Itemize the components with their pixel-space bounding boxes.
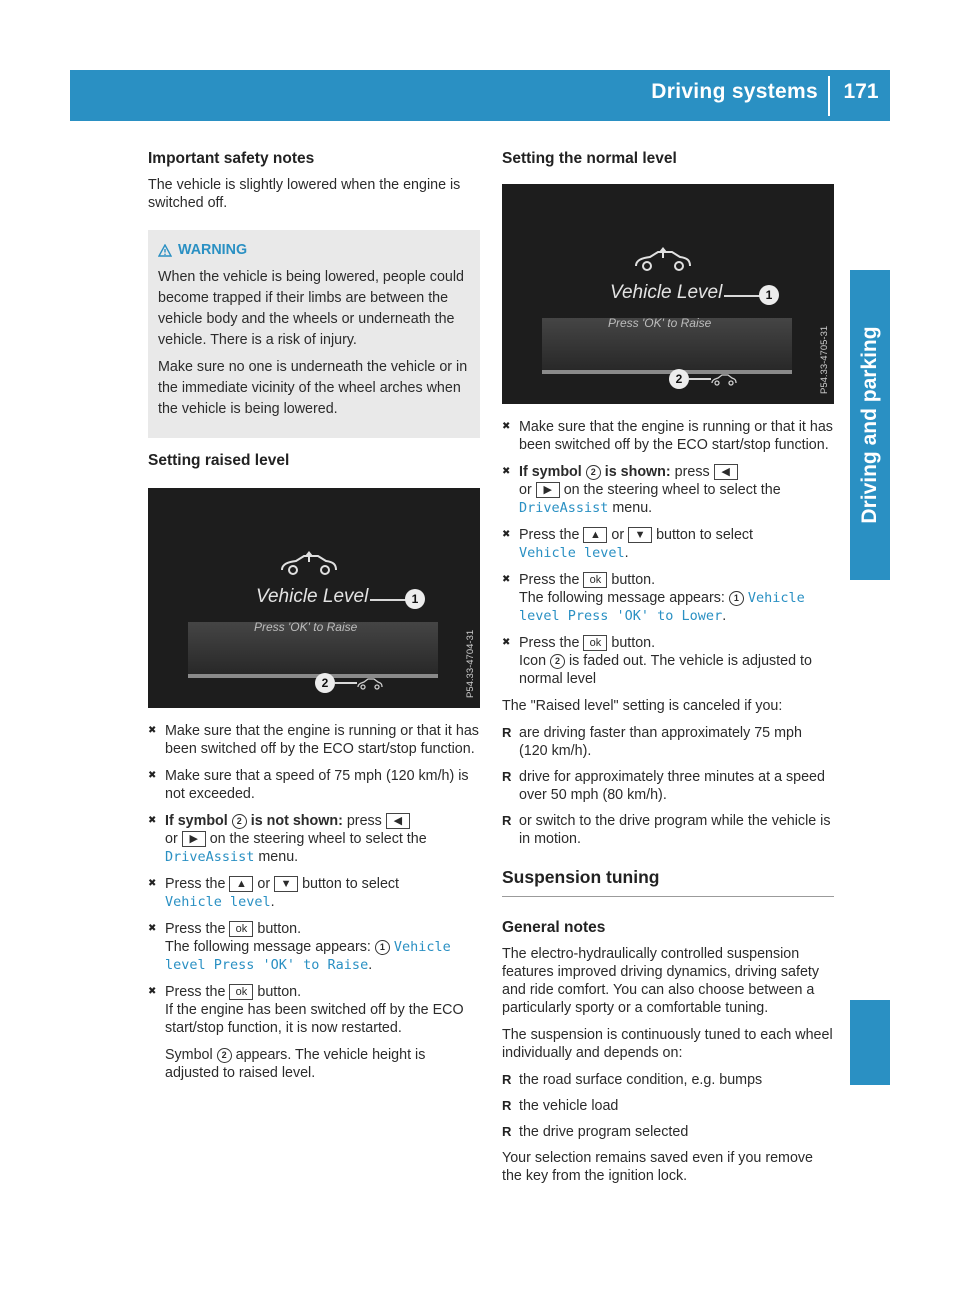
- step-item: ✖ Press the ▲ or ▼ button to select Vehicle level.: [148, 875, 480, 911]
- header-separator: [828, 76, 830, 116]
- list-item: R are driving faster than approximately 75 mph (120 km/h).: [502, 724, 834, 760]
- callout-line-2: [689, 378, 711, 380]
- ok-key-icon: ok: [583, 572, 607, 588]
- callout-1: 1: [759, 285, 779, 305]
- left-column: [148, 150, 480, 1091]
- suspension-tuning-heading: Suspension tuning: [502, 867, 660, 887]
- callout-1: 1: [405, 589, 425, 609]
- general-text-1: The electro-hydraulically controlled suspension features improved driving dynamics, driving safety and ride comfort. You can also choose between a particularly sporty or a comfortable tuning.: [502, 946, 820, 1016]
- vehicle-level-figure-raise: [148, 488, 480, 708]
- symbol-1-icon: 1: [375, 940, 390, 955]
- down-key-icon: ▼: [628, 527, 652, 543]
- important-safety-text: The vehicle is slightly lowered when the engine is switched off.: [148, 177, 461, 211]
- step-item: ✖ Make sure that a speed of 75 mph (120 km/h) is not exceeded.: [148, 767, 480, 803]
- warning-box: [148, 230, 480, 438]
- normal-level-heading: Setting the normal level: [502, 150, 677, 167]
- chapter-marker: [850, 1000, 890, 1085]
- canceled-text: The "Raised level" setting is canceled if you:: [502, 698, 783, 714]
- menu-item-name: Vehicle level: [519, 545, 625, 561]
- step-item: ✖ Make sure that the engine is running or that it has been switched off by the ECO start/stop function.: [502, 418, 834, 454]
- raised-level-heading: Setting raised level: [148, 452, 290, 469]
- display-glow-line: [542, 370, 792, 374]
- figure-code: P54.33-4704-31: [465, 629, 476, 698]
- right-arrow-key-icon: ▶: [182, 831, 206, 847]
- warning-triangle-icon: [158, 244, 172, 257]
- symbol-1-icon: 1: [729, 591, 744, 606]
- up-key-icon: ▲: [583, 527, 607, 543]
- vehicle-level-figure-normal: [502, 184, 834, 404]
- right-column: [502, 150, 834, 1194]
- warning-text-1: When the vehicle is being lowered, people could become trapped if their limbs are between the vehicle body and the wheels or underneath the vehicle. There is a risk of injury.: [158, 269, 464, 348]
- up-key-icon: ▲: [229, 876, 253, 892]
- down-key-icon: ▼: [274, 876, 298, 892]
- step-item: ✖ Press the ▲ or ▼ button to select Vehicle level.: [502, 526, 834, 562]
- header-bar: [70, 70, 890, 121]
- callout-line-1: [370, 599, 406, 601]
- menu-item-name: Vehicle level: [165, 894, 271, 910]
- car-raise-icon: [632, 244, 694, 274]
- step-item: ✖ Make sure that the engine is running or that it has been switched off by the ECO start/stop function.: [148, 722, 480, 758]
- ok-key-icon: ok: [583, 635, 607, 651]
- page-number: 171: [843, 80, 879, 103]
- small-car-icon: [710, 371, 738, 387]
- general-text-3: Your selection remains saved even if you remove the key from the ignition lock.: [502, 1150, 813, 1184]
- callout-2: 2: [315, 673, 335, 693]
- figure-code: P54.33-4705-31: [819, 325, 830, 394]
- small-car-icon: [356, 675, 384, 691]
- display-message: Vehicle level Press 'OK' to Lower: [519, 590, 805, 624]
- callout-2: 2: [669, 369, 689, 389]
- left-arrow-key-icon: ◀: [386, 813, 410, 829]
- step-item: ✖ If symbol 2 is shown: press ◀ or ▶ on the steering wheel to select the DriveAssist menu.: [502, 463, 834, 517]
- figure-title: Vehicle Level: [610, 282, 723, 303]
- list-item: R or switch to the drive program while the vehicle is in motion.: [502, 812, 834, 848]
- callout-line-2: [335, 682, 357, 684]
- important-safety-heading: Important safety notes: [148, 150, 315, 167]
- symbol-2-icon: 2: [217, 1048, 232, 1063]
- list-item: R drive for approximately three minutes at a speed over 50 mph (80 km/h).: [502, 768, 834, 804]
- car-raise-icon: [278, 548, 340, 578]
- symbol-2-icon: 2: [550, 654, 565, 669]
- figure-title: Vehicle Level: [256, 586, 369, 607]
- warning-title: WARNING: [178, 242, 248, 258]
- general-notes-heading: General notes: [502, 919, 606, 936]
- list-item: R the vehicle load: [502, 1097, 834, 1115]
- symbol-2-icon: 2: [232, 814, 247, 829]
- symbol-2-icon: 2: [586, 465, 601, 480]
- section-divider: [502, 896, 834, 897]
- warning-text-2: Make sure no one is underneath the vehicle or in the immediate vicinity of the wheel arches when the vehicle is being lowered.: [158, 359, 468, 417]
- display-glow-line: [188, 674, 438, 678]
- step-item: ✖ If symbol 2 is not shown: press ◀ or ▶ on the steering wheel to select the DriveAssist menu.: [148, 812, 480, 866]
- step-item: ✖ Press the ok button. The following message appears: 1 Vehicle level Press 'OK' to Raise.: [148, 920, 480, 974]
- display-message: Vehicle level Press 'OK' to Raise: [165, 939, 451, 973]
- step-item: ✖ Press the ok button. The following message appears: 1 Vehicle level Press 'OK' to Lower.: [502, 571, 834, 625]
- left-arrow-key-icon: ◀: [714, 464, 738, 480]
- right-arrow-key-icon: ▶: [536, 482, 560, 498]
- general-text-2: The suspension is continuously tuned to each wheel individually and depends on:: [502, 1027, 833, 1061]
- figure-subtitle: Press 'OK' to Raise: [608, 316, 712, 330]
- step-item: ✖ Press the ok button. Icon 2 is faded out. The vehicle is adjusted to normal level: [502, 634, 834, 688]
- step-item: ✖ Press the ok button. If the engine has been switched off by the ECO start/stop function, it is now restarted. Symbol 2 appears. The vehicle height is adjusted to raised level.: [148, 983, 480, 1082]
- menu-name: DriveAssist: [165, 849, 255, 865]
- ok-key-icon: ok: [229, 921, 253, 937]
- chapter-tab-label: Driving and parking: [858, 326, 881, 524]
- ok-key-icon: ok: [229, 984, 253, 1000]
- list-item: R the road surface condition, e.g. bumps: [502, 1071, 834, 1089]
- menu-name: DriveAssist: [519, 500, 609, 516]
- section-title: Driving systems: [651, 80, 818, 103]
- callout-line-1: [724, 295, 760, 297]
- figure-subtitle: Press 'OK' to Raise: [254, 620, 358, 634]
- list-item: R the drive program selected: [502, 1123, 834, 1141]
